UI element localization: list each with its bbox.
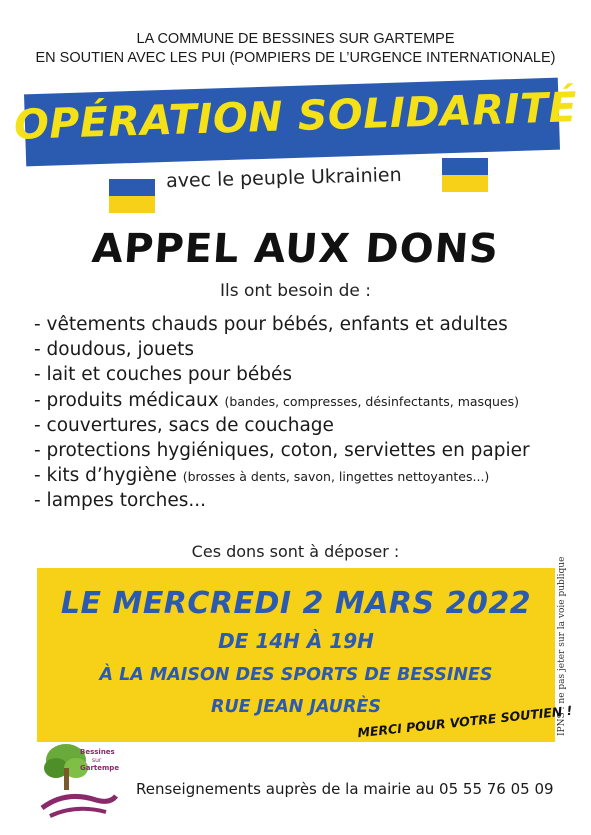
event-hours: DE 14H À 19H <box>218 629 374 653</box>
list-item: - kits d’hygiène (brosses à dents, savon, lingettes nettoyantes...) <box>34 465 490 487</box>
list-item: - couvertures, sacs de couchage <box>34 414 334 436</box>
contact-info: Renseignements auprès de la mairie au 05 55 76 05 09 <box>136 780 554 798</box>
appeal-title: APPEL AUX DONS <box>90 226 501 272</box>
ipns-note: IPNS : ne pas jeter sur la voie publique <box>557 556 567 736</box>
town-logo-icon <box>36 738 120 820</box>
banner-title: OPÉRATION SOLIDARITÉ <box>13 83 578 149</box>
needs-list <box>34 313 530 515</box>
ukraine-flag-icon <box>442 158 488 192</box>
town-logo <box>36 738 120 820</box>
event-street: RUE JEAN JAURÈS <box>211 697 381 717</box>
deposit-intro: Ces dons sont à déposer : <box>191 542 400 561</box>
event-date: LE MERCREDI 2 MARS 2022 <box>60 586 532 621</box>
event-place: À LA MAISON DES SPORTS DE BESSINES <box>99 665 493 685</box>
list-item: - produits médicaux (bandes, compresses, désinfectants, masques) <box>34 389 520 411</box>
list-item: - doudous, jouets <box>34 339 194 361</box>
banner-subtitle: avec le peuple Ukrainien <box>165 163 402 193</box>
list-item: - lampes torches... <box>34 490 207 512</box>
logo-text: Bessines <box>80 748 115 756</box>
list-item: - lait et couches pour bébés <box>34 364 292 386</box>
logo-text: Gartempe <box>80 764 120 772</box>
partner-line: EN SOUTIEN AVEC LES PUI (POMPIERS DE L’URGENCE INTERNATIONALE) <box>35 50 556 66</box>
logo-text: sur <box>92 757 102 764</box>
ukraine-flag-icon <box>109 179 155 213</box>
list-item: - vêtements chauds pour bébés, enfants et adultes <box>34 314 508 335</box>
organizer-line: LA COMMUNE DE BESSINES SUR GARTEMPE <box>136 31 455 47</box>
thanks-message: MERCI POUR VOTRE SOUTIEN ! <box>356 702 574 741</box>
needs-intro: Ils ont besoin de : <box>219 281 372 301</box>
list-item: - protections hygiéniques, coton, serviettes en papier <box>34 440 530 462</box>
